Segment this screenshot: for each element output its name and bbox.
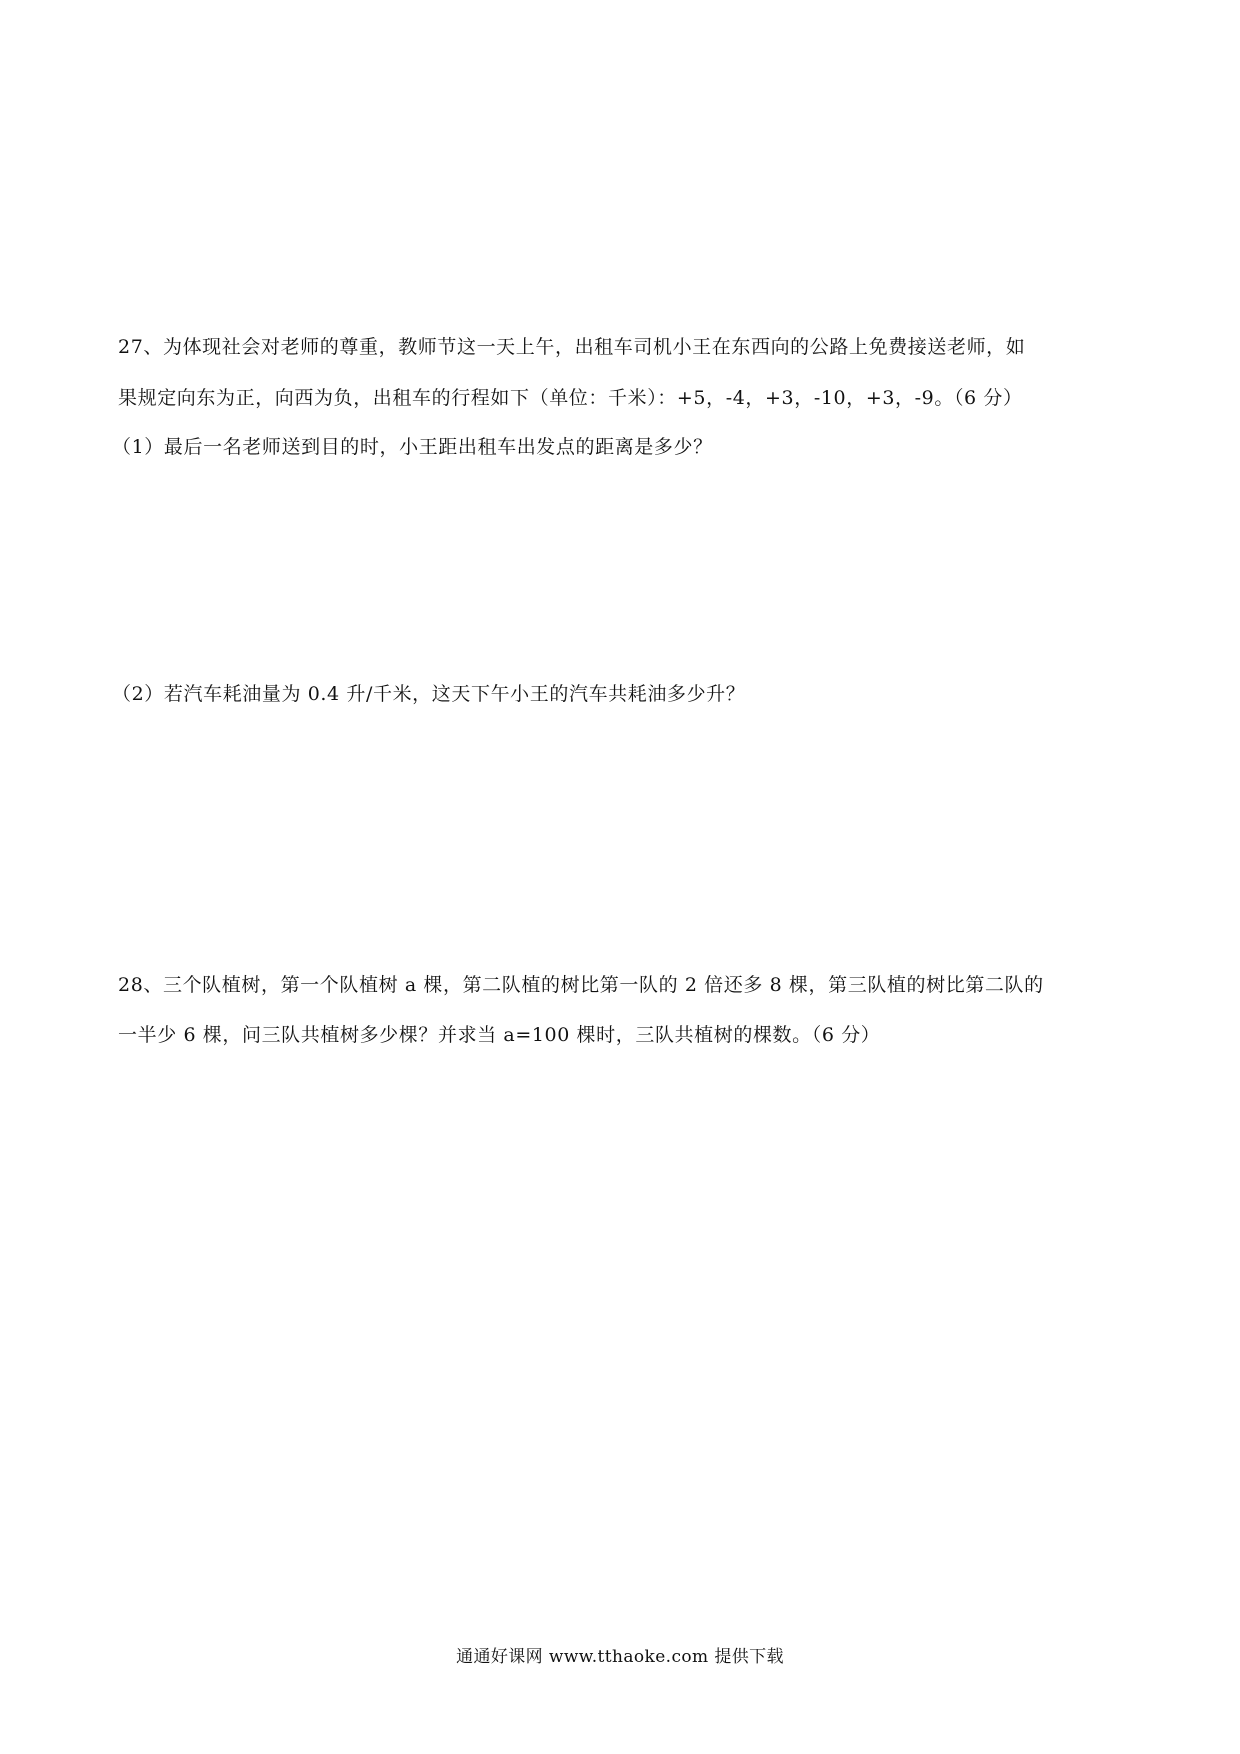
page-footer: 通通好课网 www.tthaoke.com 提供下载 [456, 1647, 784, 1667]
question-28-line-1: 28、三个队植树，第一个队植树 a 棵，第二队植的树比第一队的 2 倍还多 8 棵，第三队植的树比第二队的 [118, 974, 1044, 996]
question-27-line-1: 27、为体现社会对老师的尊重，教师节这一天上午，出租车司机小王在东西向的公路上免费接送老师，如 [118, 336, 1026, 358]
question-27-part-2: （2）若汽车耗油量为 0.4 升/千米，这天下午小王的汽车共耗油多少升？ [112, 683, 746, 705]
question-27-line-2: 果规定向东为正，向西为负，出租车的行程如下（单位：千米）：+5，-4，+3，-10，+3，-9。（6 分） [118, 387, 1023, 409]
question-28-line-2: 一半少 6 棵，问三队共植树多少棵？并求当 a=100 棵时，三队共植树的棵数。（6 分） [118, 1024, 881, 1046]
question-27-part-1: （1）最后一名老师送到目的时，小王距出租车出发点的距离是多少？ [112, 436, 713, 458]
